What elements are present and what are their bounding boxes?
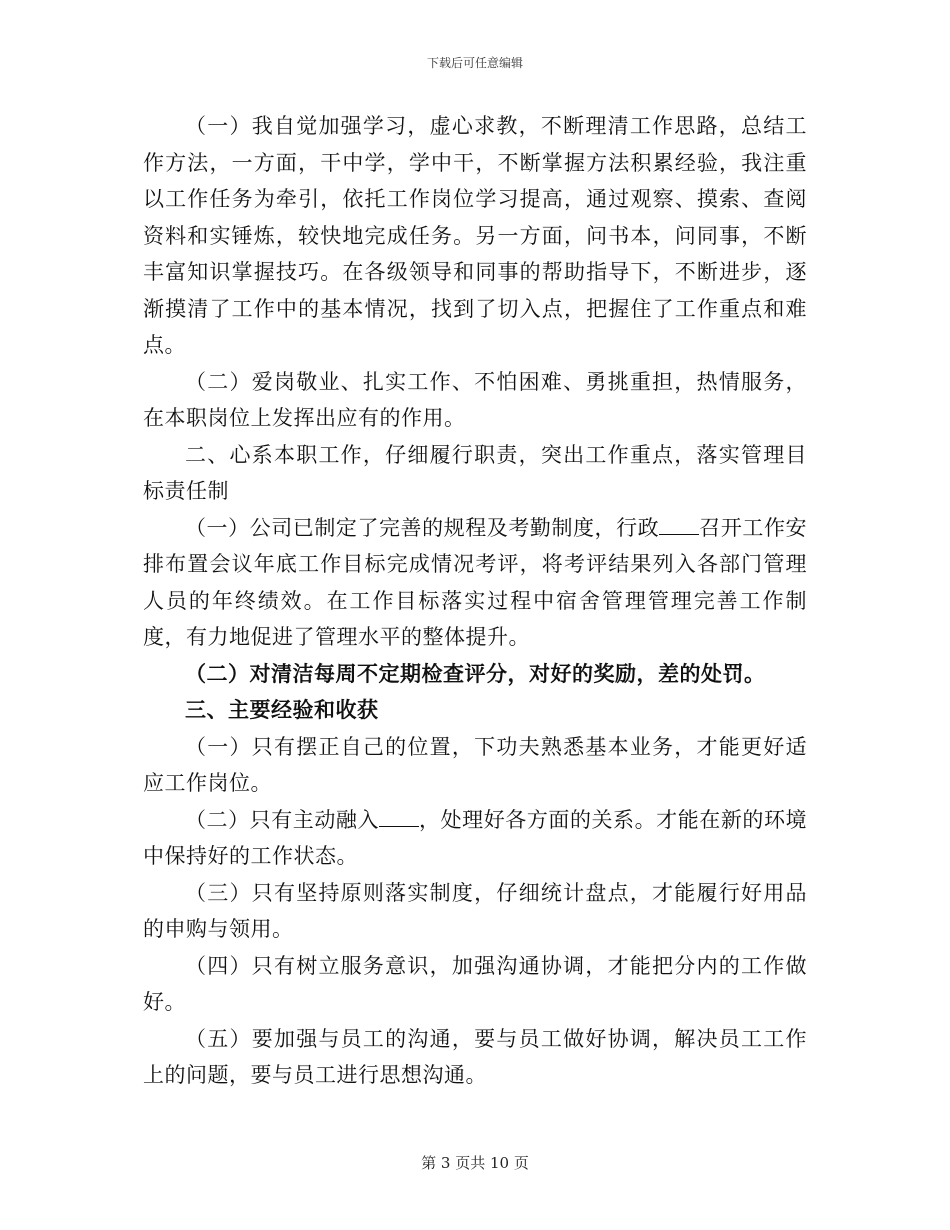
section-heading: 二、心系本职工作，仔细履行职责，突出工作重点，落实管理目标责任制: [143, 442, 807, 503]
paragraph: （一）我自觉加强学习，虚心求教，不断理清工作思路，总结工作方法，一方面，干中学，学中干，不断掌握方法积累经验，我注重以工作任务为牵引，依托工作岗位学习提高，通过观察、摸索、查阅资料和实锤炼，较快地完成任务。另一方面，问书本，问同事，不断丰富知识掌握技巧。在各级领导和同事的帮助指导下，不断进步，逐渐摸清了工作中的基本情况，找到了切入点，把握住了工作重点和难点。: [143, 114, 807, 357]
bold-paragraph: （二）对清洁每周不定期检查评分，对好的奖励，差的处罚。: [185, 660, 766, 686]
paragraph: （二）爱岗敬业、扎实工作、不怕困难、勇挑重担，热情服务，在本职岗位上发挥出应有的作用。: [143, 369, 807, 430]
paragraph-text: 召开工作安排布置会议年底工作目标完成情况考评，将考评结果列入各部门管理人员的年终绩效。在工作目标落实过程中宿舍管理管理完善工作制度，有力地促进了管理水平的整体提升。: [143, 515, 808, 649]
paragraph-text: （二）只有主动融入: [185, 807, 379, 832]
section-heading: 三、主要经验和收获: [185, 697, 379, 722]
paragraph: （一）只有摆正自己的位置，下功夫熟悉基本业务，才能更好适应工作岗位。: [143, 734, 807, 795]
paragraph-text: ，处理好各方面的关系。才能在新的环境中保持好的工作状态。: [143, 807, 807, 868]
paragraph: （三）只有坚持原则落实制度，仔细统计盘点，才能履行好用品的申购与领用。: [143, 880, 807, 941]
page-footer: 第 3 页共 10 页: [421, 1154, 529, 1172]
fill-blank: [379, 808, 419, 827]
fill-blank: [659, 516, 699, 535]
paragraph: （四）只有树立服务意识，加强沟通协调，才能把分内的工作做好。: [143, 953, 807, 1014]
paragraph: [143, 802, 807, 875]
page-header: 下载后可任意编辑: [426, 56, 523, 70]
document-body: [143, 108, 807, 1094]
paragraph: （五）要加强与员工的沟通，要与员工做好协调，解决员工工作上的问题，要与员工进行思想沟通。: [143, 1026, 807, 1087]
paragraph: [143, 510, 807, 656]
paragraph-text: （一）公司已制定了完善的规程及考勤制度，行政: [185, 515, 660, 540]
